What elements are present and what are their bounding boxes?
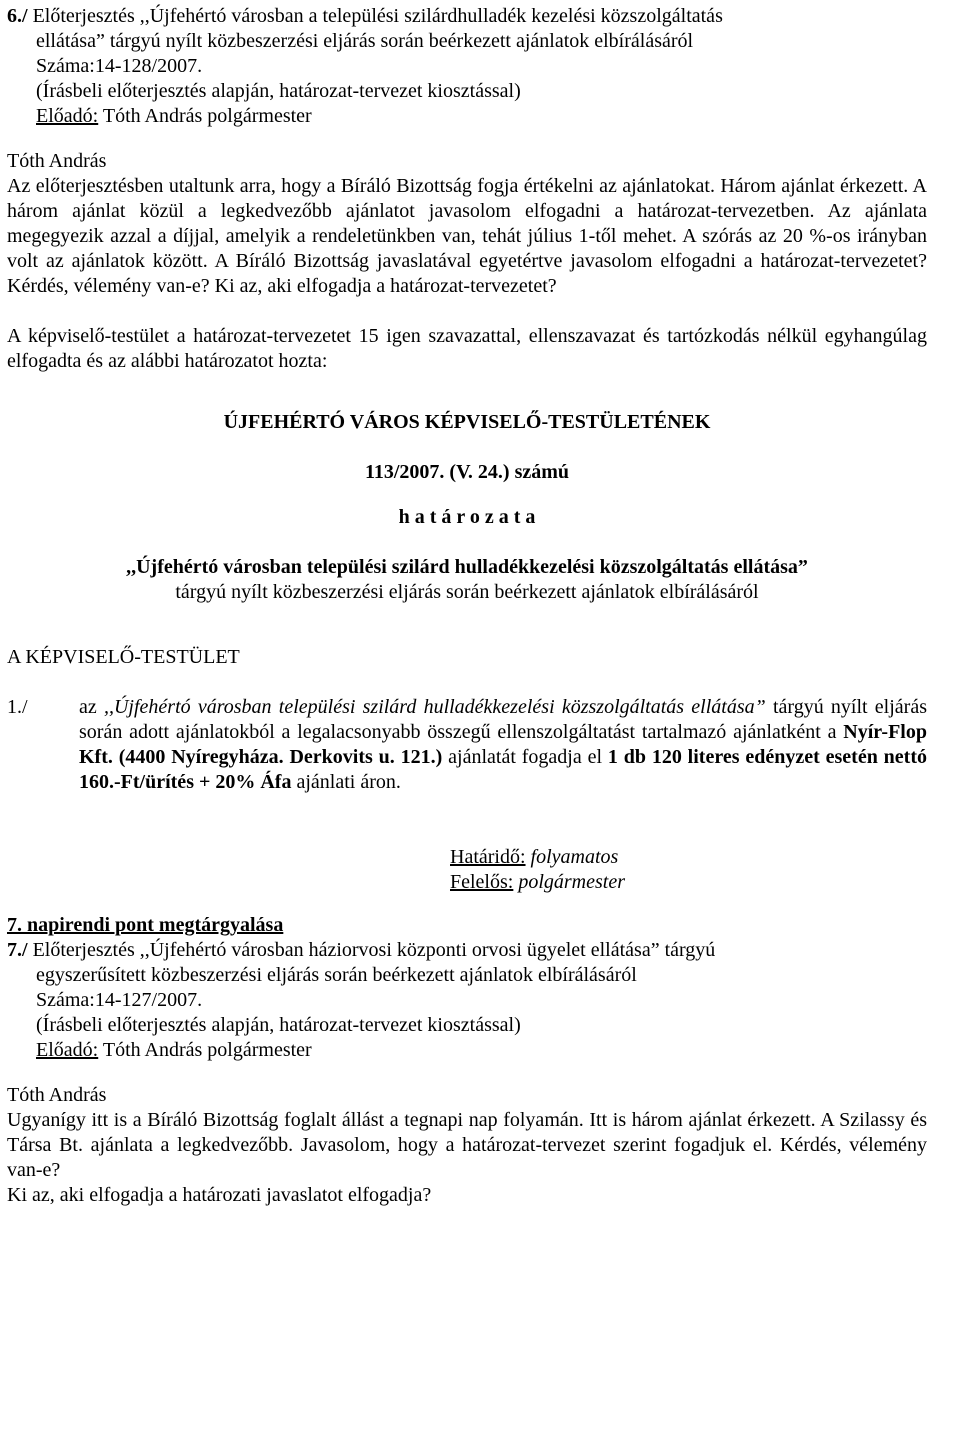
resolution-point-1	[7, 695, 927, 795]
eloado-name: Tóth András polgármester	[98, 1039, 312, 1061]
speech-text: Ugyanígy itt is a Bíráló Bizottság foglalt állást a tegnapi nap folyamán. Itt is három ajánlat érkezett. A Szilassy és Társa Bt. ajánlata a legkedvezőbb. Javasolom, hogy a határozat-tervezet szerint fogadjuk el. Kérdés, vélemény van-e?	[7, 1109, 927, 1181]
point-text-company: Nyír-Flop Kft. (4400 Nyíregyháza. Derkovits u. 121.)	[79, 721, 927, 768]
speaker-name: Tóth András	[7, 1084, 107, 1106]
point-text-3: ajánlatát fogadja el	[442, 746, 608, 768]
item-6-title-line2: ellátása” tárgyú nyílt közbeszerzési eljárás során beérkezett ajánlatok elbírálásáról	[36, 30, 694, 52]
item-7-eloado	[7, 1038, 927, 1063]
resolution-subject-rest: tárgyú nyílt közbeszerzési eljárás során beérkezett ajánlatok elbírálásáról	[175, 581, 759, 603]
felelos	[7, 870, 927, 895]
felelos-value: polgármester	[513, 871, 626, 893]
point-text-2: tárgyú nyílt eljárás során adott ajánlatokból a legalacsonyabb összegű ellenszolgáltatást tartalmazó ajánlatként a	[79, 696, 927, 743]
item-7-irasbeli: (Írásbeli előterjesztés alapján, határozat-tervezet kiosztással)	[36, 1014, 521, 1036]
item-7-number: 7./	[7, 939, 28, 961]
hatarido-value: folyamatos	[525, 846, 619, 868]
agenda-7-title: 7. napirendi pont megtárgyalása	[7, 914, 284, 936]
item-7-title-line1: Előterjesztés ,,Újfehértó városban háziorvosi központi orvosi ügyelet ellátása” tárgyú	[27, 939, 716, 961]
eloado-name: Tóth András polgármester	[98, 105, 312, 127]
item-6-heading	[7, 4, 927, 29]
item-6-eloado	[7, 104, 927, 129]
point-text-subject: ,,Újfehértó városban települési szilárd hulladékkezelési közszolgáltatás ellátása”	[103, 696, 766, 718]
resolution-hatarozata: h a t á r o z a t a	[398, 506, 536, 528]
point-label: 1./	[7, 696, 28, 718]
item-6-irasbeli: (Írásbeli előterjesztés alapján, határozat-tervezet kiosztással)	[36, 80, 521, 102]
point-text-1: az	[79, 696, 104, 718]
item-7-heading	[7, 938, 927, 963]
speech-last-line: Ki az, aki elfogadja a határozati javaslatot elfogadja?	[7, 1184, 432, 1206]
vote-statement: A képviselő-testület a határozat-tervezetet 15 igen szavazattal, ellenszavazat és tartózkodás nélkül egyhangúlag elfogadta és az alábbi határozatot hozta:	[7, 325, 927, 372]
speaker-name: Tóth András	[7, 150, 107, 172]
item-7-szama: Száma:14-127/2007.	[36, 989, 203, 1011]
item-7-title-line2: egyszerűsített közbeszerzési eljárás során beérkezett ajánlatok elbírálásáról	[36, 964, 637, 986]
speech-text: Az előterjesztésben utaltunk arra, hogy a Bíráló Bizottság fogja értékelni az ajánlatokat. Három ajánlat érkezett. A három ajánlat közül a legkedvezőbb ajánlatot javasolom elfogadni a határozat-tervezetben. Az ajánlata megegyezik azzal a díjjal, amelyik a rendeletünkben van, tehát július 1-től mehet. A szórás az 20 %-os irányban volt az ajánlatok között. A Bíráló Bizottság javaslatával egyetértve javasolom elfogadni a határozat-tervezetet? Kérdés, vélemény van-e? Ki az, aki elfogadja a határozat-tervezetet?	[7, 175, 927, 297]
point-body	[79, 695, 927, 795]
point-text-4: ajánlati áron.	[291, 771, 401, 793]
resolution-number: 113/2007. (V. 24.) számú	[364, 461, 570, 483]
eloado-label: Előadó:	[36, 105, 99, 127]
item-6-number: 6./	[7, 5, 28, 27]
hatarido-label: Határidő:	[450, 846, 526, 868]
felelos-label: Felelős:	[450, 871, 514, 893]
resolution-body-heading: A KÉPVISELŐ-TESTÜLET	[7, 646, 240, 668]
point-text-price: 1 db 120 literes edényzet esetén nettó 160.-Ft/ürítés + 20% Áfa	[79, 746, 927, 793]
item-6-title-line1: Előterjesztés ,,Újfehértó városban a települési szilárdhulladék kezelési közszolgáltatás	[27, 5, 723, 27]
item-6-szama: Száma:14-128/2007.	[36, 55, 203, 77]
hatarido	[7, 845, 927, 870]
resolution-heading: ÚJFEHÉRTÓ VÁROS KÉPVISELŐ-TESTÜLETÉNEK	[223, 411, 711, 433]
resolution-subject-bold: ,,Újfehértó városban települési szilárd hulladékkezelési közszolgáltatás ellátása”	[126, 556, 808, 578]
eloado-label: Előadó:	[36, 1039, 99, 1061]
